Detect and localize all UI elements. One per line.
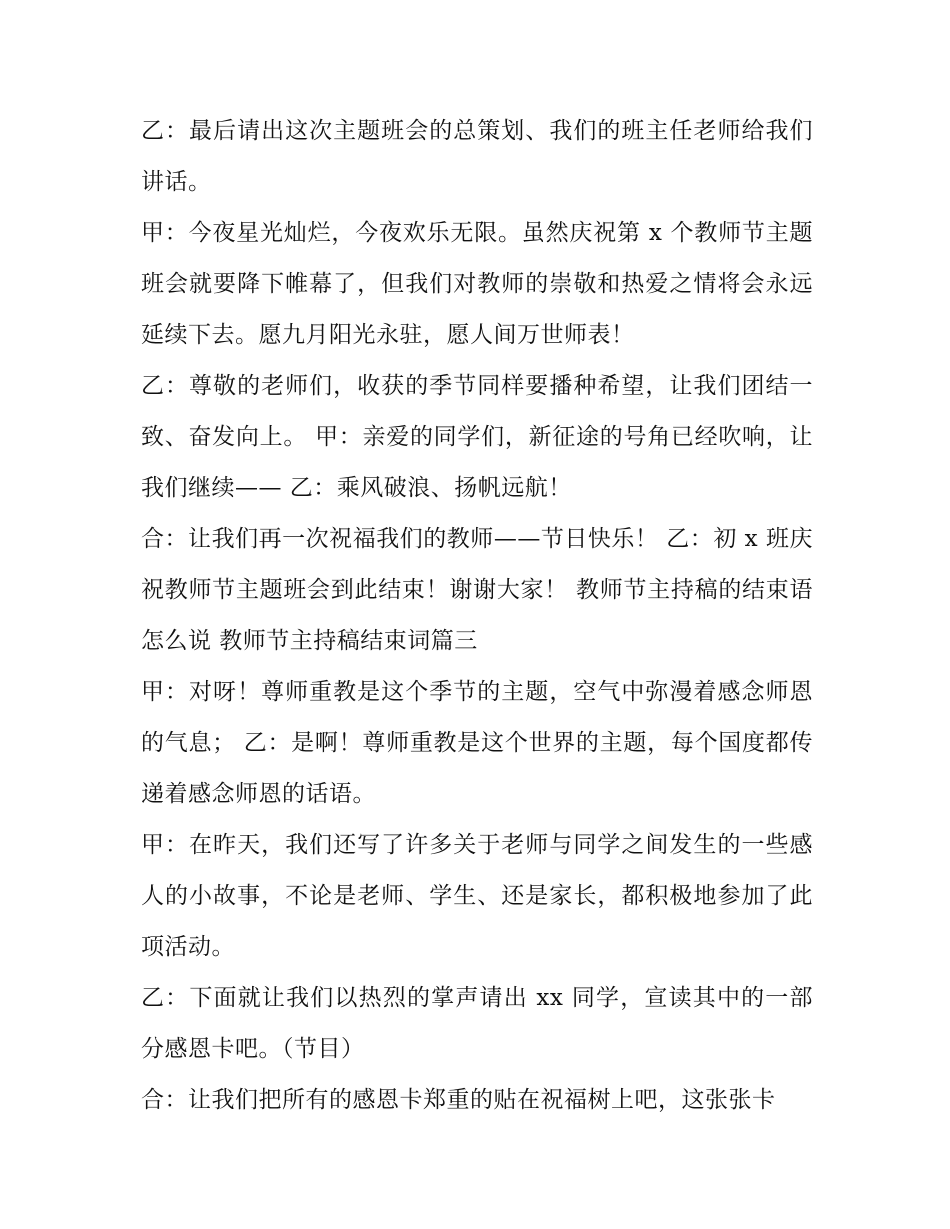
- paragraph-8: 合：让我们把所有的感恩卡郑重的贴在祝福树上吧，这张张卡: [141, 1087, 776, 1113]
- paragraph-1: 乙：最后请出这次主题班会的总策划、我们的班主任老师给我们讲话。: [141, 118, 813, 195]
- paragraph-3: 乙：尊敬的老师们，收获的季节同样要播种希望，让我们团结一致、奋发向上。 甲：亲爱的同学们，新征途的号角已经吹响，让我们继续—— 乙：乘风破浪、扬帆远航！: [141, 373, 813, 501]
- paragraph-4: 合：让我们再一次祝福我们的教师——节日快乐！ 乙：初 x 班庆祝教师节主题班会到此结束！谢谢大家！ 教师节主持稿的结束语怎么说 教师节主持稿结束词篇三: [141, 526, 813, 654]
- document-body: [141, 106, 813, 1126]
- paragraph-6: 甲：在昨天，我们还写了许多关于老师与同学之间发生的一些感人的小故事，不论是老师、学生、还是家长，都积极地参加了此项活动。: [141, 832, 813, 960]
- paragraph-2: 甲：今夜星光灿烂，今夜欢乐无限。虽然庆祝第 x 个教师节主题班会就要降下帷幕了，但我们对教师的崇敬和热爱之情将会永远延续下去。愿九月阳光永驻，愿人间万世师表！: [141, 220, 813, 348]
- paragraph-7: 乙：下面就让我们以热烈的掌声请出 xx 同学，宣读其中的一部分感恩卡吧。（节目）: [141, 985, 813, 1062]
- paragraph-5: 甲：对呀！尊师重教是这个季节的主题，空气中弥漫着感念师恩的气息； 乙：是啊！尊师重教是这个世界的主题，每个国度都传递着感念师恩的话语。: [141, 679, 813, 807]
